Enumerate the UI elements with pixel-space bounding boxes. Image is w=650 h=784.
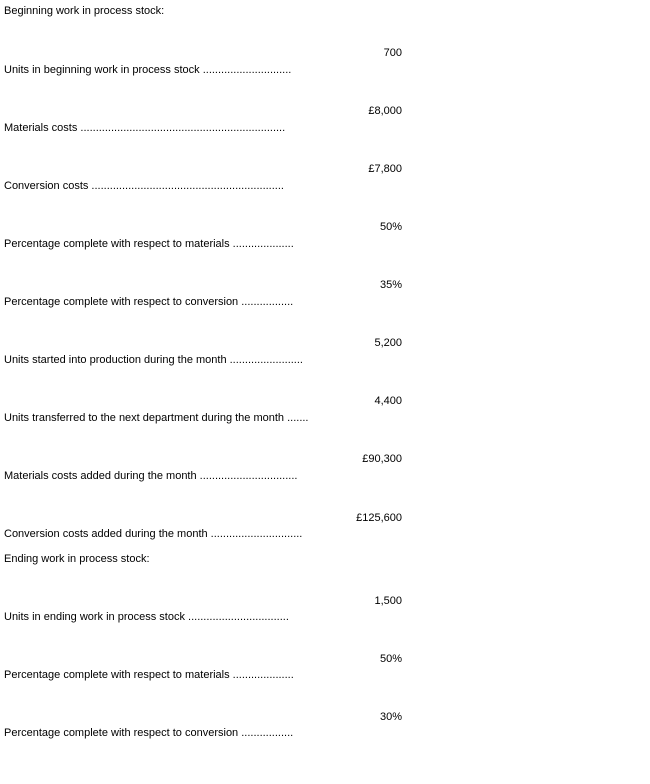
row-label: Percentage complete with respect to materials ....................	[4, 669, 294, 681]
row-value: 30%	[379, 711, 402, 723]
row-label: Conversion costs added during the month ..............................	[4, 528, 303, 540]
row-label: Units in beginning work in process stock .............................	[4, 64, 292, 76]
row-label: Percentage complete with respect to materials ....................	[4, 238, 294, 250]
row-value: 700	[383, 47, 402, 59]
row-label: Units in ending work in process stock .................................	[4, 611, 289, 623]
section-heading-ending: Ending work in process stock:	[4, 553, 150, 565]
row-value: 4,400	[374, 395, 402, 407]
row-label: Conversion costs ...............................................................	[4, 180, 284, 192]
row-value: 50%	[379, 653, 402, 665]
row-value: £7,800	[368, 163, 402, 175]
row-value: £90,300	[362, 453, 402, 465]
row-value: £8,000	[368, 105, 402, 117]
section-heading-beginning: Beginning work in process stock:	[4, 5, 165, 17]
row-value: 1,500	[374, 595, 402, 607]
row-label: Materials costs ...................................................................	[4, 122, 286, 134]
row-label: Percentage complete with respect to conversion .................	[4, 727, 294, 739]
row-label: Percentage complete with respect to conversion .................	[4, 296, 294, 308]
row-value: 5,200	[374, 337, 402, 349]
row-value: 35%	[379, 279, 402, 291]
row-value: £125,600	[356, 512, 402, 524]
row-label: Units started into production during the month ........................	[4, 354, 303, 366]
row-value: 50%	[379, 221, 402, 233]
row-label: Materials costs added during the month ................................	[4, 470, 298, 482]
row-label: Units transferred to the next department during the month .......	[4, 412, 309, 424]
